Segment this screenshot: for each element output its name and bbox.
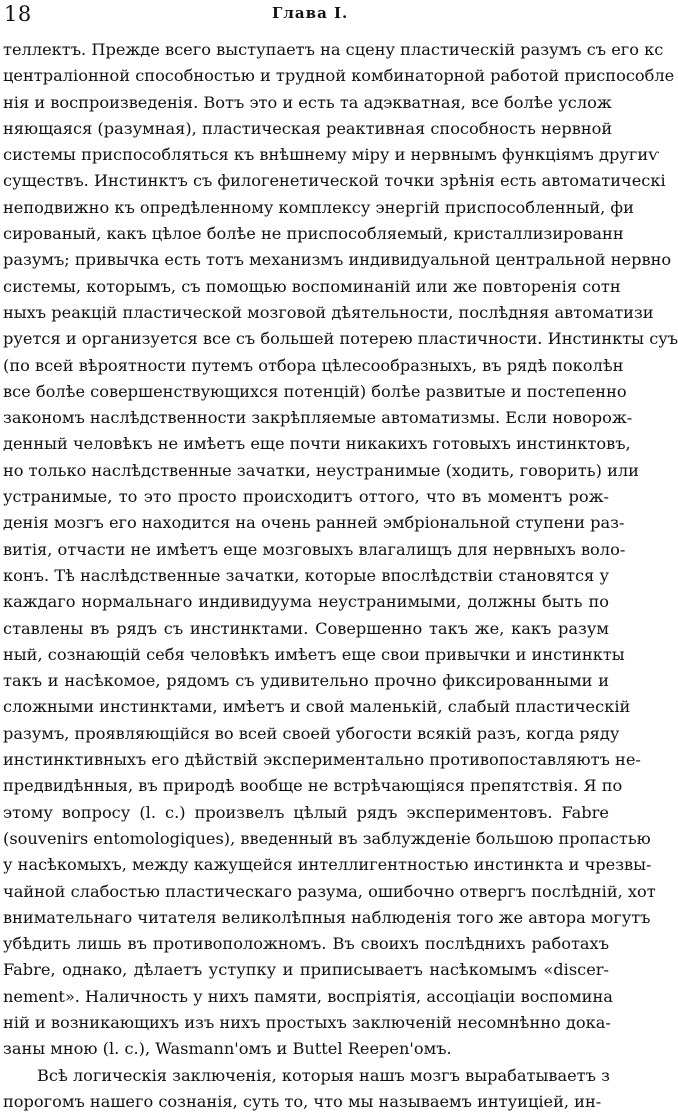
body-text: [3, 37, 678, 1115]
text-line: ныхъ реакцій пластической мозговой дѣятельности, послѣдняя автоматизи: [3, 302, 654, 322]
text-line: такъ и насѣкомое, рядомъ съ удивительно прочно фиксированными и: [3, 671, 609, 691]
text-line: инстинктивныхъ его дѣйствій экспериментально противопоставляютъ не-: [3, 750, 641, 770]
paragraph: [3, 37, 678, 1063]
text-line: все болѣе совершенствующихся потенцій) болѣе развитые и постепенно: [3, 381, 627, 401]
text-line: системы, которымъ, съ помощью воспоминаній или же повторенія сотн: [3, 276, 621, 296]
page-number: 18: [4, 2, 32, 26]
text-line: конъ. Тѣ наслѣдственные зачатки, которые впослѣдствіи становятся у: [3, 565, 609, 585]
text-line: существъ. Инстинктъ съ филогенетической точки зрѣнія есть автоматическі: [3, 171, 666, 191]
text-line: денный человѣкъ не имѣетъ еще почти никакихъ готовыхъ инстинктовъ,: [3, 434, 631, 454]
text-line: предвидѣнныя, въ природѣ вообще не встрѣчающіяся препятствія. Я по: [3, 776, 623, 796]
text-line: устранимые, то это просто происходитъ оттого, что въ моментъ рож-: [3, 487, 609, 507]
running-head: Глава I.: [272, 4, 349, 22]
text-line: руется и организуется все съ большей потерею пластичности. Инстинкты суъ: [3, 329, 678, 349]
text-line: внимательнаго читателя великолѣпныя наблюденія того же автора могутъ: [3, 907, 651, 927]
page-header: [0, 0, 620, 30]
text-line: нія и воспроизведенія. Вотъ это и есть та адэкватная, все болѣе услож: [3, 92, 612, 112]
text-line: разумъ, проявляющійся во всей своей убогости всякій разъ, когда ряду: [3, 723, 620, 743]
text-line: ній и возникающихъ изъ нихъ простыхъ заключеній несомнѣнно дока-: [3, 1012, 611, 1032]
text-line: каждаго нормальнаго индивидуума неустранимыми, должны быть по: [3, 592, 609, 612]
text-line: заны мною (l. c.), Wasmann'омъ и Buttel Reepen'омъ.: [3, 1039, 452, 1059]
text-line: но только наслѣдственные зачатки, неустранимые (ходить, говорить) или: [3, 460, 639, 480]
text-line: системы приспособляться къ внѣшнему міру и нервнымъ функціямъ другиѵ: [3, 145, 660, 165]
text-line: няющаяся (разумная), пластическая реактивная способность нервной: [3, 118, 613, 138]
paragraph: [3, 1063, 609, 1115]
text-line: сложными инстинктами, имѣетъ и свой маленькій, слабый пластическій: [3, 697, 631, 717]
text-line: централіонной способностью и трудной комбинаторной работой приспособле: [3, 66, 675, 86]
text-line: денія мозгъ его находится на очень ранней эмбріональной ступени раз-: [3, 513, 625, 533]
text-line: разумъ; привычка есть тотъ механизмъ индивидуальной центральной нервно: [3, 250, 672, 270]
text-line: ставлены въ рядъ съ инстинктами. Совершенно такъ же, какъ разум: [3, 618, 609, 638]
text-line: (souvenirs entomologiques), введенный въ заблужденіе большою пропастью: [3, 828, 651, 848]
text-line: неподвижно къ опредѣленному комплексу энергій приспособленный, фи: [3, 197, 634, 217]
text-line: чайной слабостью пластическаго разума, ошибочно отвергъ послѣдній, хот: [3, 881, 656, 901]
text-line: теллектъ. Прежде всего выступаетъ на сцену пластическій разумъ съ его кс: [3, 40, 664, 59]
text-line: (по всей вѣроятности путемъ отбора цѣлесообразныхъ, въ рядѣ поколѣн: [3, 355, 624, 375]
text-line: у насѣкомыхъ, между кажущейся интеллигентностью инстинкта и чрезвы-: [3, 855, 652, 875]
text-line: nement». Наличность у нихъ памяти, воспріятія, ассоціаціи воспомина: [3, 986, 613, 1006]
text-line: порогомъ нашего сознанія, суть то, что мы называемъ интуиціей, ин-: [3, 1091, 602, 1111]
text-line: Fabre, однако, дѣлаетъ уступку и приписываетъ насѣкомымъ «discer-: [3, 960, 609, 980]
text-line: витія, отчасти не имѣетъ еще мозговыхъ влагалищъ для нервныхъ воло-: [3, 539, 626, 559]
text-line: этому вопросу (l. c.) произвелъ цѣлый рядъ экспериментовъ. Fabre: [3, 802, 609, 822]
text-line: закономъ наслѣдственности закрѣпляемые автоматизмы. Если новорож-: [3, 408, 633, 428]
text-line: сированый, какъ цѣлое болѣе не приспособляемый, кристаллизированн: [3, 224, 624, 244]
text-line: Всѣ логическія заключенія, которыя нашъ мозгъ вырабатываетъ з: [37, 1065, 610, 1085]
text-line: ный, сознающій себя человѣкъ имѣетъ еще свои привычки и инстинкты: [3, 644, 625, 664]
text-line: убѣдить лишь въ противоположномъ. Въ своихъ послѣднихъ работахъ: [3, 934, 609, 954]
